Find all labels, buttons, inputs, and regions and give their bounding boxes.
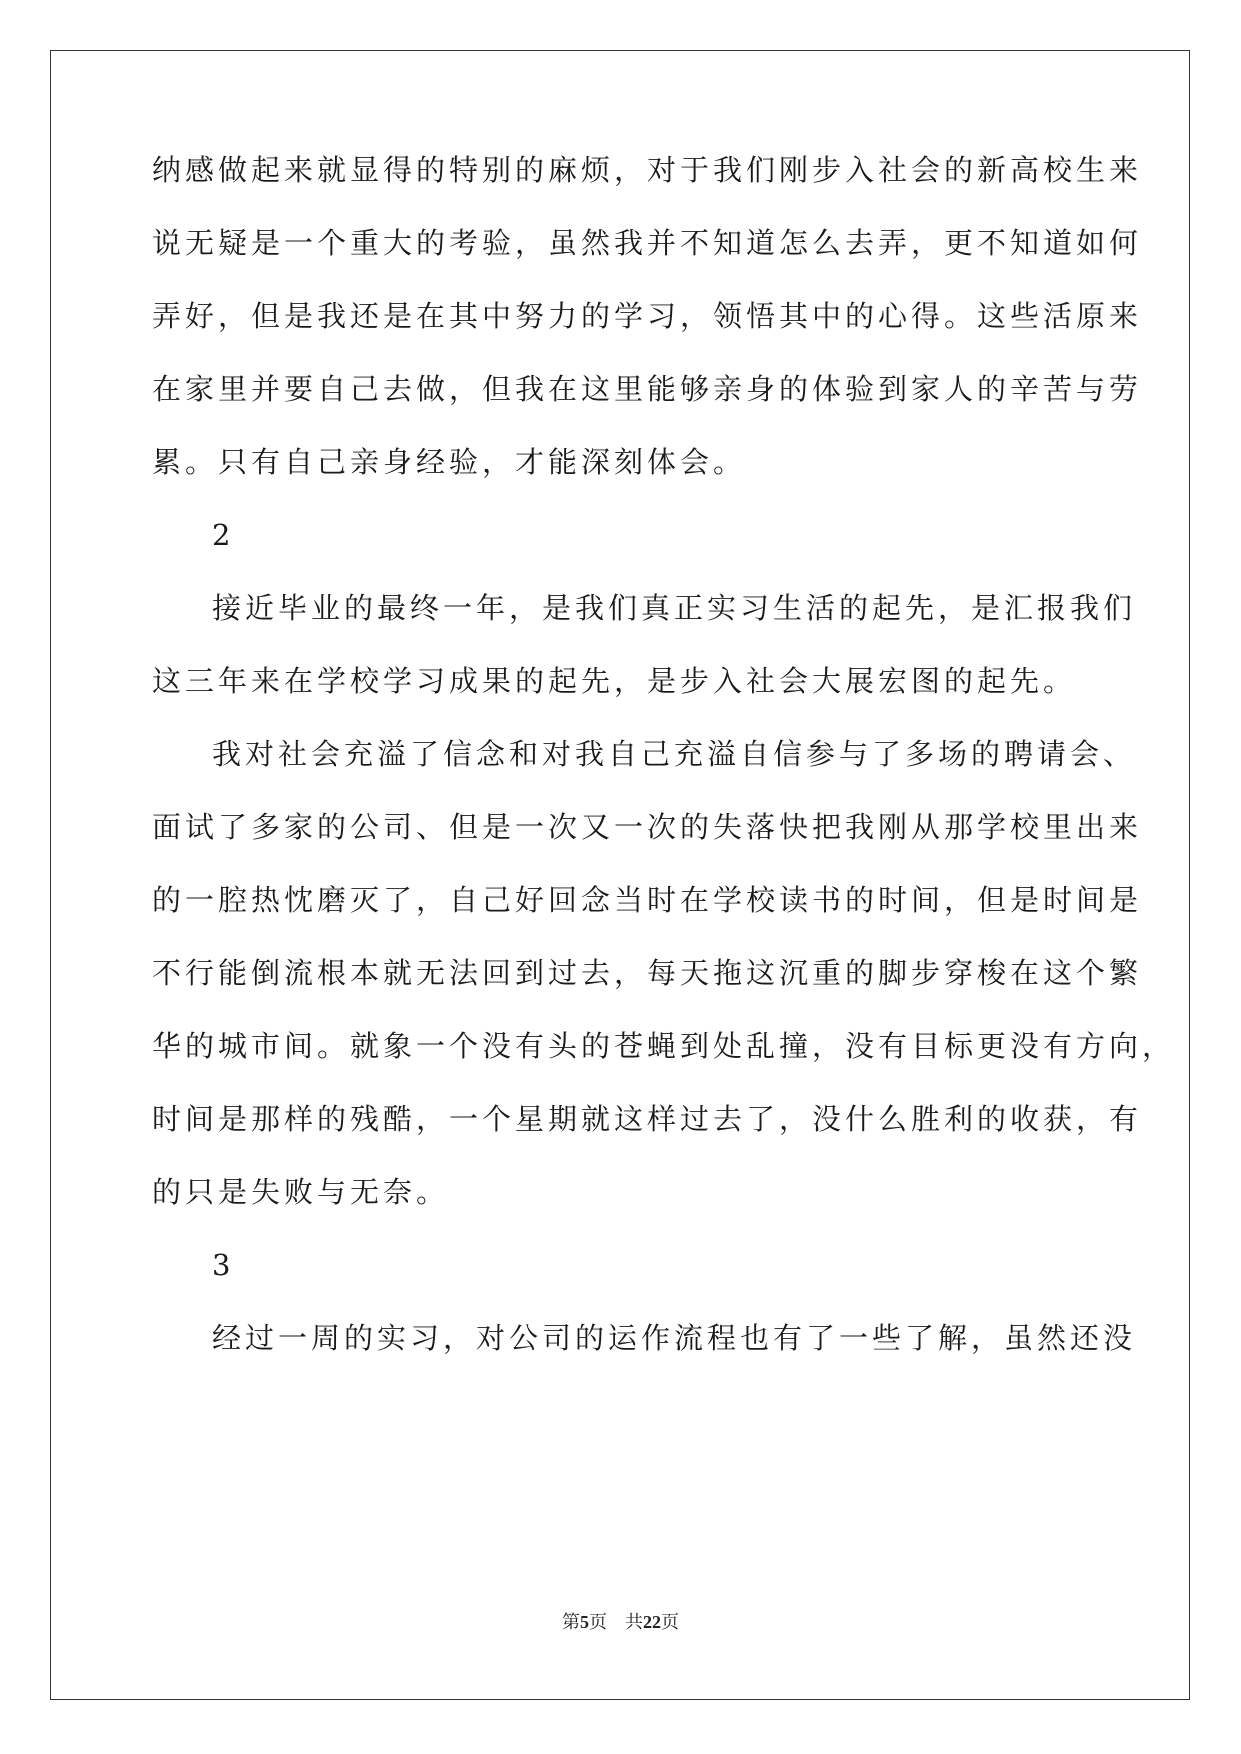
paragraph-start: 我对社会充溢了信念和对我自己充溢自信参与了多场的聘请会、 bbox=[212, 737, 1137, 771]
text-line: 的只是失败与无奈。 bbox=[152, 1175, 450, 1209]
text-line: 面试了多家的公司、但是一次又一次的失落快把我刚从那学校里出来 bbox=[152, 810, 1143, 844]
text-line: 说无疑是一个重大的考验，虽然我并不知道怎么去弄，更不知道如何 bbox=[152, 226, 1143, 260]
paragraph-start: 接近毕业的最终一年，是我们真正实习生活的起先，是汇报我们 bbox=[212, 591, 1137, 625]
text-line: 在家里并要自己去做，但我在这里能够亲身的体验到家人的辛苦与劳 bbox=[152, 372, 1143, 406]
text-line: 的一腔热忱磨灭了，自己好回念当时在学校读书的时间，但是时间是 bbox=[152, 883, 1143, 917]
text-line: 弄好，但是我还是在其中努力的学习，领悟其中的心得。这些活原来 bbox=[152, 299, 1143, 333]
footer-total-unit: 页 bbox=[661, 1612, 679, 1632]
page-footer bbox=[0, 1608, 1241, 1634]
footer-total-prefix: 共 bbox=[625, 1612, 643, 1632]
text-line: 华的城市间。就象一个没有头的苍蝇到处乱撞，没有目标更没有方向， bbox=[152, 1029, 1176, 1063]
footer-page-unit: 页 bbox=[589, 1612, 607, 1632]
text-line: 纳感做起来就显得的特别的麻烦，对于我们刚步入社会的新高校生来 bbox=[152, 153, 1143, 187]
section-number: 3 bbox=[212, 1248, 235, 1282]
text-line: 这三年来在学校学习成果的起先，是步入社会大展宏图的起先。 bbox=[152, 664, 1077, 698]
footer-prefix: 第 bbox=[562, 1612, 580, 1632]
text-line: 累。只有自己亲身经验，才能深刻体会。 bbox=[152, 445, 747, 479]
paragraph-start: 经过一周的实习，对公司的运作流程也有了一些了解，虽然还没 bbox=[212, 1321, 1137, 1355]
text-line: 不行能倒流根本就无法回到过去，每天拖这沉重的脚步穿梭在这个繁 bbox=[152, 956, 1143, 990]
current-page-number: 5 bbox=[580, 1612, 589, 1632]
total-page-number: 22 bbox=[643, 1612, 661, 1632]
text-line: 时间是那样的残酷，一个星期就这样过去了，没什么胜利的收获，有 bbox=[152, 1102, 1143, 1136]
section-number: 2 bbox=[212, 518, 235, 552]
